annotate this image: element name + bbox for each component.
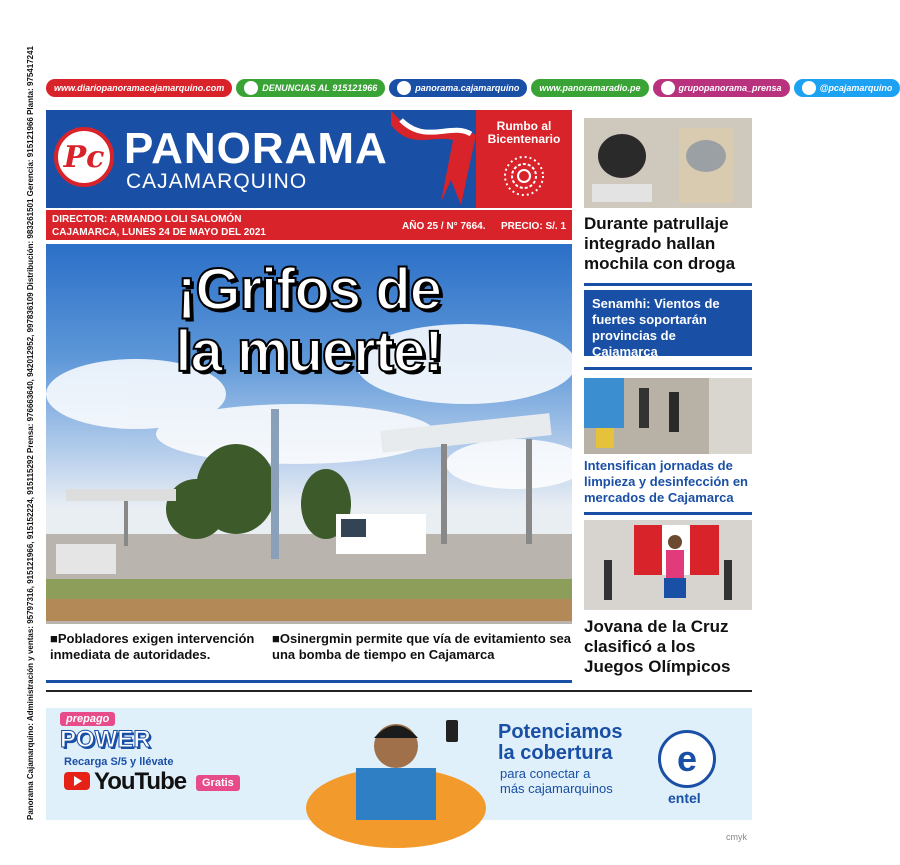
info-bar <box>46 210 572 240</box>
denuncias-link[interactable]: DENUNCIAS AL 915121966 <box>236 79 385 97</box>
facebook-icon <box>397 81 411 95</box>
story1-rule <box>584 283 752 286</box>
issue-text: AÑO 25 / N° 7664. <box>402 221 486 232</box>
ad-recarga-text: Recarga S/5 y llévate <box>64 756 174 768</box>
ad-gratis-badge: Gratis <box>196 775 240 791</box>
cmyk-mark: cmyk <box>726 832 747 842</box>
radio-link[interactable]: www.panoramaradio.pe <box>531 79 648 97</box>
ad-brand: entel <box>668 790 701 806</box>
instagram-link[interactable]: grupopanorama_prensa <box>653 79 790 97</box>
drug-bag-image <box>584 118 752 208</box>
caption-2: ■Osinergmin permite que vía de evitamiento sea una bomba de tiempo en Cajamarca <box>272 631 572 662</box>
story4-photo <box>584 520 752 610</box>
facebook-link[interactable]: panorama.cajamarquino <box>389 79 527 97</box>
entel-advertisement[interactable] <box>46 708 752 820</box>
date-text: CAJAMARCA, LUNES 24 DE MAYO DEL 2021 <box>52 227 266 238</box>
director-text: DIRECTOR: ARMANDO LOLI SALOMÓN <box>52 214 242 225</box>
market-cleaning-image <box>584 378 752 454</box>
instagram-icon <box>661 81 675 95</box>
ad-subheadline: para conectar a más cajamarquinos <box>500 766 613 796</box>
story3-photo <box>584 378 752 454</box>
main-headline: ¡Grifos de la muerte! <box>175 257 443 384</box>
brand-subtitle: CAJAMARQUINO <box>126 170 308 193</box>
whatsapp-icon <box>244 81 258 95</box>
caption-rule <box>46 680 572 683</box>
caption-1: ■Pobladores exigen intervención inmediata de autoridades. <box>50 631 255 662</box>
masthead <box>46 110 572 208</box>
price-text: PRECIO: S/. 1 <box>501 221 567 232</box>
main-photo <box>46 244 572 621</box>
story3-headline[interactable]: Intensifican jornadas de limpieza y desinfección en mercados de Cajamarca <box>584 458 748 505</box>
sun-emblem-icon <box>498 154 550 198</box>
athlete-image <box>584 520 752 610</box>
top-link-bar <box>46 78 893 98</box>
ad-youtube-text: YouTube <box>94 768 187 795</box>
story2-box[interactable] <box>584 290 752 359</box>
story1-headline[interactable]: Durante patrullaje integrado hallan mochila con droga <box>584 214 736 273</box>
story2-rule <box>584 367 752 370</box>
brand-title: PANORAMA <box>124 124 388 173</box>
youtube-icon <box>64 772 90 790</box>
ad-prepago-label: prepago <box>60 712 115 726</box>
ad-person-image <box>296 708 496 820</box>
ad-headline: Potenciamos la cobertura <box>498 721 623 764</box>
story3-rule <box>584 512 752 515</box>
twitter-icon <box>802 81 816 95</box>
website-link[interactable]: www.diariopanoramacajamarquino.com <box>46 79 232 97</box>
story1-photo <box>584 118 752 208</box>
bicentenario-badge: Rumbo al Bicentenario <box>476 110 572 208</box>
contact-side-text: Panorama Cajamarquino: Administración y ventas: 95797316, 915121966, 915152224, 915115292 Prensa: 976663640, 942012952, 997836109 Distribución: 983261501 Gerencia: 915121966 Planta: 975417241 <box>26 45 35 820</box>
entel-logo-icon: e <box>658 730 716 788</box>
story2-headline: Senamhi: Vientos de fuertes soportarán provincias de Cajamarca <box>592 296 720 359</box>
twitter-link[interactable]: @pcajamarquino <box>794 79 900 97</box>
section-divider <box>46 690 752 692</box>
main-captions <box>46 625 572 677</box>
story4-headline[interactable]: Jovana de la Cruz clasificó a los Juegos Olímpicos <box>584 617 731 676</box>
ad-power-label: POWER <box>60 726 151 753</box>
logo-icon: Pc <box>54 127 114 187</box>
